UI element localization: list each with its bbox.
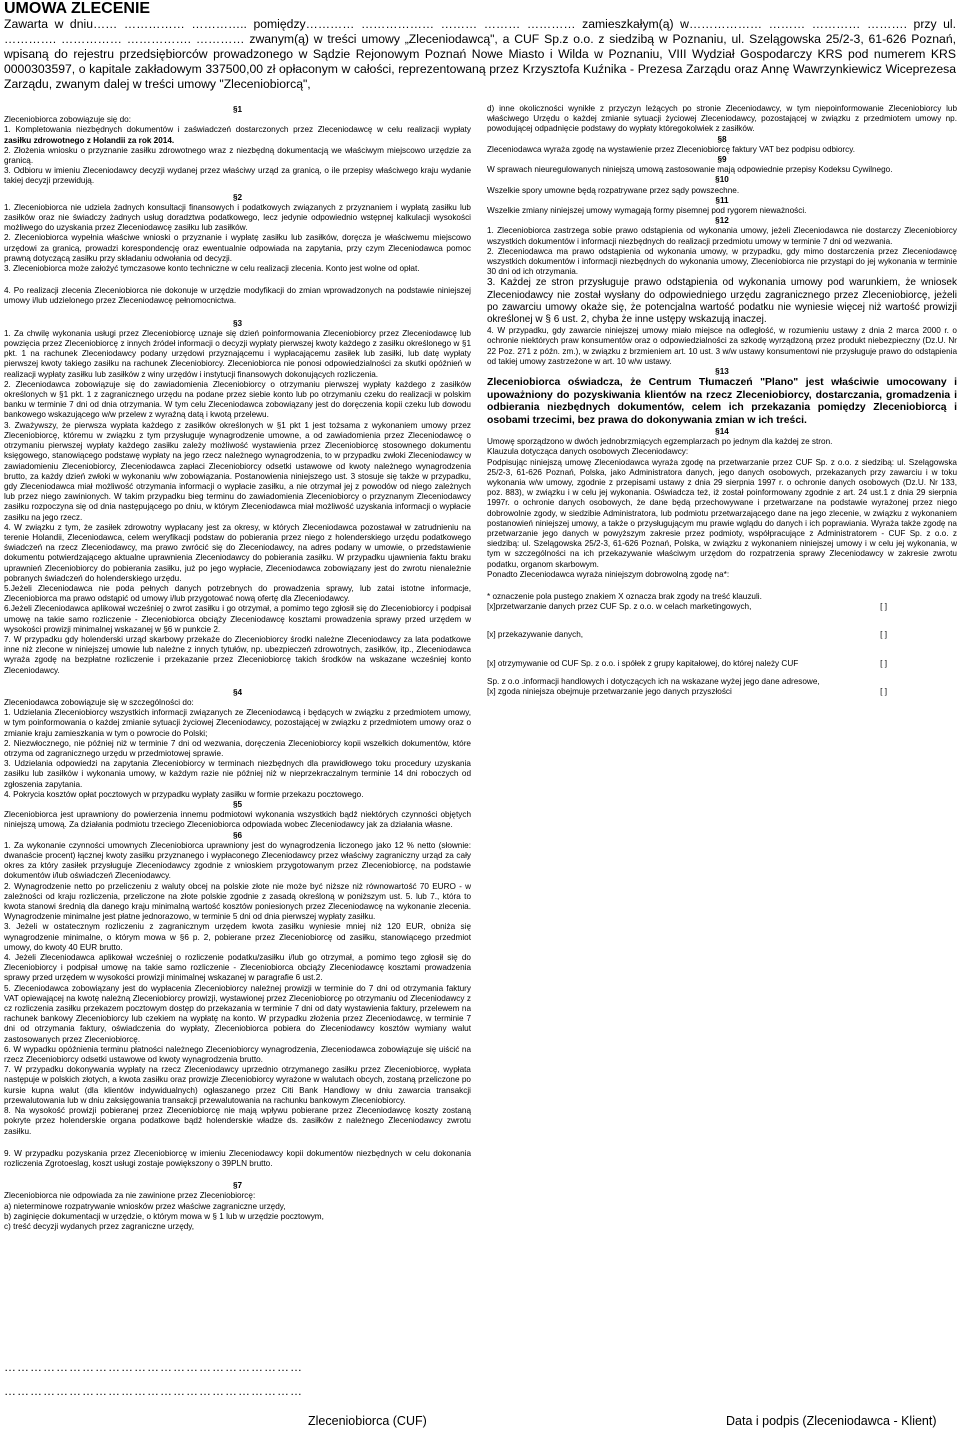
section-12-point-4: 4. W przypadku, gdy zawarcie niniejszej umowy miało miejsce na odległość, w rozumieniu ustawy z dnia 2 marca 2000 r. o ochronie niektórych praw konsumentów oraz o odpowiedzialności za szkodę wyrządzoną przez produkt niebezpieczny (Dz.U. Nr 22 Poz. 271 z późn. zm.), w związku z brzmieniem art. 10 ust. 3 w/w ustawy konsumentowi nie przysługuje prawo do odstąpienia od takiej umowy zastrzeżone w art. 10 w/w ustawy.: [487, 326, 957, 366]
section-heading: §7: [232, 1181, 243, 1191]
section-6-text: 1. Za wykonanie czynności umownych Zleceniobiorca uprawniony jest do wynagrodzenia liczonego jako 12 % netto (słownie: dwanaście procent) łącznej kwoty zasiłku przyznanego i wypłaconego Zleceniodawcy przez właściwy zagraniczny urząd za cały okres za który zasiłek przysługuje Zleceniodawcy zgodnie z wnioskiem przygotowanym przez Zleceniobiorcę, na podstawie dokumentów i/lub oświadczeń Zleceniodawcy. 2. Wynagrodzenie netto po przeliczeniu z waluty obcej na polskie złote nie może być niższe niż równowartość 70 EURO - w zależności od kraju rozliczenia, przeliczone na złote polskie zgodnie z zasadą określoną w poniższym ust. 5. lub 7., która to kwota stanowi średnią dla danego kraju minimalną wartość kosztów poniesionych przez Zleceniodawcę na wykonanie zlecenia. Wynagrodzenie minimalne jest płatne jednorazowo, w terminie 5 dni od dnia pierwszej wypłaty zasiłku. 3. Jeżeli w ostatecznym rozliczeniu z zagranicznym urzędem kwota zasiłku wyniesie mniej niż 120 EUR, obniża się wynagrodzenie minimalne, o którym mowa w §6 p. 2, pobierane przez Zleceniobiorcę od zasiłku, stanowiącego przedmiot umowy, do kwoty 40 EUR brutto. 4. Jeżeli Zleceniodawca aplikował wcześniej o rozliczenie podatku/zasiłku i/lub go otrzymał, a pomimo tego zgłosił się do Zleceniobiorcy i podpisał umowę na takie samo rozliczenie - Zleceniobiorca obciąży Zleceniodawcę kosztami prowadzenia sprawy przed urzędem w wysokości prowizji minimalnej wskazanej w paragrafie 6 ust.2. 5. Zleceniodawca zobowiązany jest do wypłacenia Zleceniobiorcy należnej prowizji w terminie do 7 dni od otrzymania faktury VAT opiewającej na kwotę należną Zleceniobiorcy prowizji, wystawionej przez Zleceniobiorcę po otrzymaniu od Zleceniodawcy z cz rozliczenia zasiłku przekazem pocztowym dostęp do przekazania w terminie 7 dni od daty wystawienia faktury, przelewem na rachunek bankowy Zleceniobiorcy lub czekiem na wypłatę na konto. W przypadku złożenia przez Zleceniodawcę, w terminie 7 dni od otrzymania faktury, oświadczenia do wypłaty, Zleceniobiorca pobiera do Zleceniodawcy kosztów wymiany walut zastosowanych przez Zleceniobiorcę. 6. W wypadku opóźnienia terminu płatności należnego Zleceniobiorcy wynagrodzenia, Zleceniodawca zobowiązuje się uiścić na rzecz Zleceniobiorcy odsetki ustawowe od kwoty wynagrodzenia brutto. 7. W przypadku dokonywania wypłaty na rzecz Zleceniodawcy uprzednio otrzymanego zasiłku przez Zleceniobiorcę, wypłata następuje w polskich złotych, a kwota zasiłku oraz prowizje Zleceniobiorcy wyrażone w walutach obcych, zostaną przeliczone po kursie kupna walut (dla klientów indywidualnych) ogłaszanego przez Citi Bank Handlowy w dniu zawarcia transakcji przewalutowania lub w dniu zaksięgowania transakcji przewalutowania na rachunku bankowym Zleceniobiorcy. 8. Na wysokość prowizji pobieranej przez Zleceniobiorcę nie mają wpływu pobierane przez Zleceniodawcę koszty zostaną pokryte przez holenderskie organa podatkowe bądź holenderskie władze ds. zasiłków z należnego Zleceniodawcy zwrotu zasiłku.: [4, 840, 471, 1136]
section-6-point-9: 9. W przypadku pozyskania przez Zleceniobiorcę w imieniu Zleceniodawcy kopii dokumentów niezbędnych w celu dokonania rozliczenia Zgrotoeslag, koszt usługi zostaje powiększony o 39PLN brutto.: [4, 1148, 471, 1168]
section-heading: §14: [715, 426, 729, 436]
consent-item[interactable]: [x] zgoda niniejsza obejmuje przetwarzanie jego danych przyszłości [ ]: [487, 687, 957, 697]
consent-checkbox[interactable]: [ ]: [880, 602, 887, 612]
document-title: UMOWA ZLECENIE: [4, 0, 151, 17]
signature-line: ……………………………………………………………: [4, 1384, 303, 1398]
section-13-text: Zleceniobiorca oświadcza, że Centrum Tłumaczeń "Plano" jest właściwie umocowany i upoważniony do pozyskiwania klientów na rzecz Zleceniobiorcy, dostarczania, gromadzenia i odbierania niezbędnych dokumentów, celem ich przekazania pomiędzy Zleceniobiorcą i osobami trzecimi, bez prawa do dokonywania zmian w ich treści.: [487, 377, 957, 426]
consent-checkbox[interactable]: [ ]: [880, 630, 887, 640]
section-1-text: Zleceniobiorca zobowiązuje się do: 1. Kompletowania niezbędnych dokumentów i zaświadczeń dostarczonych przez Zleceniodawcę w celu realizacji wypłaty zasiłku zdrowotnego z Holandii za rok 2014.: [4, 115, 471, 145]
consent-item[interactable]: [x] przekazywanie danych, [ ]: [487, 630, 957, 640]
consent-list: [487, 602, 957, 697]
section-heading: §12: [715, 216, 729, 226]
section-5-text: Zleceniobiorca jest uprawniony do powierzenia innemu podmiotowi wykonania wszystkich bądź niektórych czynności objętych niniejszą umową. Za działania podmiotu trzeciego Zleceniobiorca odpowiada wobec Zleceniodawcy jak za działania własne.: [4, 810, 471, 830]
contract-intro: Zawarta w dniu…… …………… ………….. pomiędzy………… ……………… ……… ……… ………… zamieszkałym(ą) w……………… ……… ………… ………. przy ul. …………. …………… ……………. ………… zwanym(ą) w treści umowy „Zleceniodawcą", a CUF Sp.z o.o. z siedzibą w Poznaniu, ul. Szelągowska 25/2-3, 61-626 Poznań, wpisaną do rejestru przedsiębiorców prowadzonego w Sądzie Rejonowym Poznań Nowe Miasto i Wilda w Poznaniu, VIII Wydział Gospodarczy KRS pod numerem KRS 0000303597, o kapitale zakładowym 337500,00 zł opłaconym w całości, reprezentowaną przez Krzysztofa Kuźnika - Prezesa Zarządu oraz Annę Wawrzynkiewicz Wiceprezesa Zarządu, zwanym dalej w treści umowy "Zleceniobiorcą",: [4, 17, 956, 91]
section-heading: §2: [232, 192, 243, 202]
section-heading: §4: [232, 687, 243, 697]
consent-footnote: * oznaczenie pola pustego znakiem X oznacza brak zgody na treść klauzuli.: [487, 591, 762, 601]
section-heading: §8: [717, 134, 727, 144]
section-8-text: Zleceniodawca wyraża zgodę na wystawienie przez Zleceniobiorcę faktury VAT bez podpisu odbiorcy.: [487, 144, 856, 154]
client-signature-label: Data i podpis (Zleceniodawca - Klient): [726, 1414, 937, 1428]
consent-checkbox[interactable]: [ ]: [880, 658, 887, 668]
section-3-text: 1. Za chwilę wykonania usługi przez Zleceniobiorcę uznaje się dzień poinformowania Zleceniobiorcy przez Zleceniodawcę lub powzięcia przez Zleceniobiorcę z innych źródeł informacji o decyzji wypłaty pierwszej kwoty każdego z zasiłku określonego w §1 pkt. 1 na rachunek Zleceniodawcy podany urzędowi przyznającemu i wypłacającemu zasiłek lub zasiłki, lub datę wypłaty pierwszej kwoty takiego zasiłku na rachunek Zleceniobiorcy. Zleceniobiorca nie ponosi odpowiedzialności za skutki opóźnień w realizacji wypłaty zasiłku lub zasiłków z winy urzędów i instytucji finansowych dokonujących rozliczenia. 2. Zleceniodawca zobowiązuje się do zawiadomienia Zleceniobiorcy o otrzymaniu pierwszej wypłaty każdego z zasiłków określonych w §1 pkt. 1 z zagranicznego urzędu na podane przez siebie konto lub po otrzymaniu czeku do realizacji w polskim banku w terminie 7 dni od dnia otrzymania. W tym celu Zleceniodawca zobowiązany jest do doręczenia kopii czeku lub dowodu bankowego wskazującego w/w przelew z wyraźną datą i kwotą przelewu. 3. Zważywszy, że pierwsza wypłata każdego z zasiłków określonych w §1 pkt 1 jest tożsama z wykonaniem umowy przez Zleceniobiorcę, któremu w związku z tym przysługuje wynagrodzenie umowne, a od zawiadomienia przez Zleceniodawcę o otrzymaniu pierwszej wypłaty każdego zasiłku zależy możliwość wystawienia przez Zleceniobiorcę stosownego dokumentu księgowego, stanowiącego podstawę wypłaty na jego rzecz należnego wynagrodzenia, to w przypadku zwłoki Zleceniodawcy w zawiadomieniu Zleceniobiorcy, Zleceniodawca zapłaci Zleceniobiorcy odsetki ustawowe od kwoty należnego wynagrodzenia brutto, za każdy dzień zwłoki w wykonaniu w/w zobowiązania. Postanowienia niniejszego ust. 3 stosuje się także w przypadku, gdy Zleceniodawca miał możliwość otrzymania informacji o wypłacie zasiłku, a nie otrzymał jej z powodów od niego zależnych lub przez niego zawinionych. W takim przypadku bieg terminu do zawiadomienia Zleceniobiorcy o przyznanym Zleceniodawcy zasiłku rozpoczyna się od dnia następującego po dniu, w którym Zleceniodawca miał możliwość uzyskania informacji o wypłacie zasiłku na jego rzecz. 4. W związku z tym, że zasiłek zdrowotny wypłacany jest za okresy, w których Zleceniodawca pozostawał w zatrudnieniu na terenie Holandii, Zleceniodawca, celem weryfikacji podstaw do pobierania przez niego z holenderskiego urzędu podatkowego świadczeń na rzecz Zleceniodawcy, ma prawo zwrócić się do Zleceniodawcy, na adres podany w umowie, o przedstawienie dokumentu potwierdzającego aktualne uprawnienia Zleceniodawcy do pobierania zasiłku. W przypadku ujawnienia faktu braku uprawnień Zleceniobiorcy do pobierania zasiłku, już po jego wypłacie, Zleceniodawca zobowiązany jest do zwrotu nienależnie pobranych świadczeń do holenderskiego urzędu. 5.Jeżeli Zleceniodawca nie poda pełnych danych potrzebnych do prowadzenia sprawy, lub zatai istotne informacje, Zleceniobiorca ma prawo odstąpić od umowy i/lub przygotować nową ofertę dla Zleceniodawcy. 6.Jeżeli Zleceniodawca aplikował wcześniej o zwrot zasiłku i go otrzymał, a pomimo tego zgłosił się do Zleceniobiorcy i podpisał umowę na takie samo rozliczenie - Zleceniobiorca obciąży Zleceniodawcę kosztami prowadzenia sprawy przed urzędem w wysokości prowizji minimalnej wskazanej w §6 w punkcie 2. 7. W przypadku gdy holenderski urząd skarbowy przekaże do Zleceniobiorcy środki należne Zleceniodawcy za lata podatkowe inne niż zlecone w niniejszej umowie lub należne z innych tytułów, np. ubezpieczeń zdrowotnych, zasiłków, itp., Zleceniodawca wyraża zgodę na bezpłatne rozliczenie i przekazanie przez Zleceniobiorcę takich środków na wskazane wcześniej konto Zleceniodawcy.: [4, 328, 471, 675]
consent-item[interactable]: [x]przetwarzanie danych przez CUF Sp. z o.o. w celach marketingowych, [ ]: [487, 602, 957, 612]
section-12-point-3: 3. Każdej ze stron przysługuje prawo odstąpienia od wykonania umowy pod warunkiem, że wniosek Zleceniodawcy nie został wysłany do odpowiedniego urzędu zagranicznego przez Zleceniobiorcę, jeżeli po zawarciu umowy okaże się, że potencjalna wartość podatku nie wyniesie więcej niż wartość prowizji określonej w § 6 ust. 2, chyba że inne ustępy wskazują inaczej.: [487, 277, 957, 326]
section-7-point-d: d) inne okoliczności wynikłe z przyczyn leżących po stronie Zleceniodawcy, w tym niepoinformowanie Zleceniobiorcy lub właściwego Urzędu o każdej zmianie sytuacji życiowej Zleceniodawcy, pozostającej w związku z przedmiotem umowy np. powodującej odpadnięcie podstawy do wypłaty któregokolwiek z zasiłków.: [487, 104, 957, 134]
section-11-text: Wszelkie zmiany niniejszej umowy wymagają formy pisemnej pod rygorem nieważności.: [487, 206, 807, 216]
section-heading: §1: [232, 105, 243, 114]
section-heading: §9: [717, 155, 727, 165]
right-column: [487, 104, 957, 697]
section-10-text: Wszelkie spory umowne będą rozpatrywane przez sądy powszechne.: [487, 185, 740, 195]
section-1-text-cont: 2. Złożenia wniosku o przyznanie zasiłku zdrowotnego wraz z niezbędną dokumentacją we właściwym miejscowo urzędzie za granicą. 3. Odbioru w imieniu Zleceniodawcy decyzji wydanej przez właściwy urząd za granicą, o ile przepisy właściwego kraju wydanie takiej decyzji przewidują.: [4, 145, 471, 186]
consent-item[interactable]: [x] otrzymywanie od CUF Sp. z o.o. i spółek z grupy kapitałowej, do której należy CUF [ ]: [487, 659, 957, 669]
section-heading: §10: [715, 175, 729, 185]
consent-item-cont: Sp. z o.o .informacji handlowych i dotyczących ich na wskazane wyżej jego dane adresowe,: [487, 676, 820, 686]
section-14-text: Umowę sporządzono w dwóch jednobrzmiących egzemplarzach po jednym dla każdej ze stron. Klauzula dotycząca danych osobowych Zleceniodawcy: Podpisując niniejszą umowę Zleceniodawca wyraża zgodę na przetwarzanie przez CUF Sp. z o.o. z siedzibą: ul. Szelągowska 25/2-3, 61-626 Poznań, Polska, jako Administratora danych, jego danych osobowych, przekazanych przy zawarciu i w toku wykonania w/w umowy, zgodnie z przepisami ustawy z dnia 29 sierpnia 1997 r. o ochronie danych osobowych (Dz.U. Nr 133, poz. 883), w związku i w celu jej wykonania. Oświadcza też, iż został poinformowany zgodnie z art. 24 ust.1 z dnia 29 sierpnia 1997r. o ochronie danych osobowych, że dane będą przechowywane i przetwarzane na podstawie wyrażonej przez niego dobrowolnie zgody, w siedzibie Administratora, lub podmiotu przetwarzającego dane na jego zlecenie, w związku z wykonaniem postanowień niniejszej umowy, a także o przysługującym mu prawie wglądu do danych i ich poprawiania. Wyraża także zgodę na przetwarzanie jego danych w powyższym zakresie przez podmioty, współpracujące z Administratorem - CUF Sp. z o.o. z siedzibą: ul. Szelągowska 25/2-3, 61-626 Poznań, Polska, w związku z wykonaniem niniejszej umowy i w celu jej wykonania, w tym w szczególności na ich przekazywanie właściwym urzędom do rozpatrzenia sprawy Zleceniodawcy w zakresie zwrotu podatku, organom skarbowym. Ponadto Zleceniodawca wyraża niniejszym dobrowolną zgodę na*:: [487, 437, 957, 579]
section-9-text: W sprawach nieuregulowanych niniejszą umową zastosowanie mają odpowiednie przepisy Kodeksu Cywilnego.: [487, 165, 893, 175]
section-7-text: Zleceniobiorca nie odpowiada za nie zawinione przez Zleceniobiorcę: a) nieterminowe rozpatrywanie wniosków przez właściwe zagraniczne urzędy, b) zaginięcie dokumentacji w urzędzie, o którym mowa w § 1 lub w urzędzie pocztowym, c) treść decyzji wydanych przez zagraniczne urzędy,: [4, 1191, 324, 1231]
section-2-text-cont: 4. Po realizacji zlecenia Zleceniobiorca nie dokonuje w urzędzie modyfikacji do zmian wprowadzonych na podstawie niniejszej umowy i/lub udzielonego przez Zleceniodawcę pełnomocnictwa.: [4, 286, 471, 306]
section-heading: §3: [232, 318, 243, 328]
section-2-text: 1. Zleceniobiorca nie udziela żadnych konsultacji finansowych i podatkowych związanych z przyznaniem i wypłatą zasiłku lub zasiłków oraz nie świadczy żadnych usług doradztwa podatkowego, lecz jedynie odpowiednio wstępnej kalkulacji wysokości możliwego do uzyskania przez Zleceniodawcę zasiłku lub zasiłków. 2. Zleceniobiorca wypełnia właściwe wnioski o przyznanie i wypłatę zasiłku lub zasiłków, doręcza je właściwemu miejscowo urzędowi za granicą, prowadzi korespondencję oraz ewentualnie odpowiada na zapytania, przy czym Zleceniodawca pomoc prawną dotyczącą zasiłku przy składaniu odwołania od decyzji. 3. Zleceniobiorca może założyć tymczasowe konto techniczne w celu realizacji zlecenia. Konto jest wolne od opłat.: [4, 202, 471, 274]
section-heading: §13: [715, 367, 729, 377]
benefit-title: zasiłku zdrowotnego z Holandii za rok 2014.: [4, 135, 175, 145]
section-heading: §5: [232, 800, 243, 809]
signature-line: ……………………………………………………………: [4, 1360, 303, 1374]
consent-checkbox[interactable]: [ ]: [880, 686, 887, 696]
left-column: [4, 105, 471, 1232]
section-heading: §6: [232, 830, 243, 840]
section-12-text: 1. Zleceniobiorca zastrzega sobie prawo odstąpienia od wykonania umowy, jeżeli Zleceniodawca nie dostarczy Zleceniobiorcy wszystkich dokumentów i informacji niezbędnych do realizacji przedmiotu umowy w terminie 7 dni od wezwania. 2. Zleceniodawca ma prawo odstąpienia od wykonania umowy, w przypadku, gdy mimo dostarczenia przez Zleceniodawcę wszystkich dokumentów i informacji niezbędnych do wykonania umowy, Zleceniobiorca nie przystąpi do jej wykonania w terminie 30 dni od ich otrzymania.: [487, 226, 957, 277]
contractor-signature-label: Zleceniobiorca (CUF): [308, 1414, 427, 1428]
section-4-text: Zleceniodawca zobowiązuje się w szczególności do: 1. Udzielania Zleceniobiorcy wszystkich informacji związanych ze Zleceniodawcą i będących w związku z przedmiotem umowy, w tym poinformowania o każdej zmianie sytuacji życiowej Zleceniodawcy, pozostającej w związku z przedmiotem umowy oraz o zmianie kraju zamieszkania w tym o powrocie do Polski; 2. Niezwłocznego, nie później niż w terminie 7 dni od wezwania, doręczenia Zleceniobiorcy kopii wszelkich dokumentów, które otrzyma od zagranicznego urzędu w przedmiotowej sprawie. 3. Udzielania odpowiedzi na zapytania Zleceniobiorcy w terminach niezbędnych dla prawidłowego toku procedury uzyskania zasiłku lub zasiłków i wykonania umowy, w każdym razie nie później niż w nieprzekraczalnym terminie 14 dni roboczych od zgłoszenia zapytania. 4. Pokrycia kosztów opłat pocztowych w przypadku wypłaty zasiłku w formie przekazu pocztowego.: [4, 697, 471, 799]
section-heading: §11: [715, 195, 729, 205]
